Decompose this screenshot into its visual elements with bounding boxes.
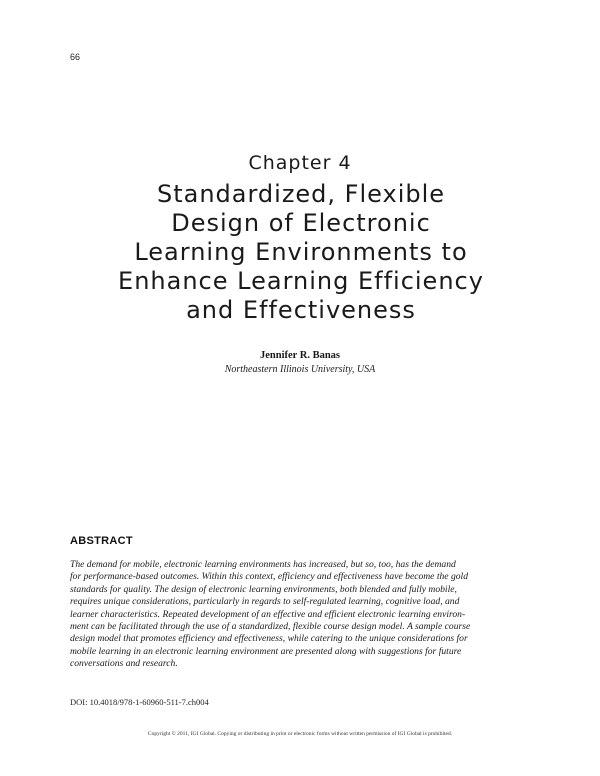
abstract-line: design model that promotes efficiency and effectiveness, while catering to the unique considerations for (70, 633, 468, 645)
abstract-line: requires unique considerations, particularly in regards to self-regulated learning, cognitive load, and (70, 596, 460, 608)
abstract-line: conversations and research. (70, 658, 178, 670)
author-affiliation: Northeastern Illinois University, USA (224, 364, 376, 375)
author-block (0, 349, 600, 377)
chapter-title-line: and Effectiveness (186, 296, 416, 324)
abstract-line: for performance-based outcomes. Within this context, efficiency and effectiveness have become the gold (70, 571, 469, 583)
chapter-title-line: Learning Environments to (134, 238, 468, 266)
abstract-body (70, 559, 532, 671)
abstract-line: learner characteristics. Repeated development of an effective and efficient electronic learning environ- (70, 608, 466, 620)
abstract-line: ment can be facilitated through the use of a standardized, flexible course design model. A sample course (70, 621, 471, 633)
doi: DOI: 10.4018/978-1-60960-511-7.ch004 (70, 697, 209, 707)
copyright-notice: Copyright © 2011, IGI Global. Copying or distributing in print or electronic forms without written permission of IGI Global is prohibited. (147, 731, 453, 737)
abstract-heading: ABSTRACT (70, 535, 133, 547)
chapter-label: Chapter 4 (248, 152, 352, 174)
chapter-title-line: Enhance Learning Efficiency (118, 267, 484, 295)
chapter-title-line: Design of Electronic (171, 209, 431, 237)
abstract-line: mobile learning in an electronic learning environment are presented along with suggestions for future (70, 645, 462, 657)
author-name: Jennifer R. Banas (259, 350, 341, 361)
chapter-title (60, 180, 542, 325)
abstract-line: standards for quality. The design of electronic learning environments, both blended and fully mobile, (70, 583, 457, 595)
abstract-line: The demand for mobile, electronic learning environments has increased, but so, too, has the demand (70, 559, 456, 570)
chapter-title-line: Standardized, Flexible (156, 180, 446, 208)
page-number: 66 (70, 52, 81, 62)
